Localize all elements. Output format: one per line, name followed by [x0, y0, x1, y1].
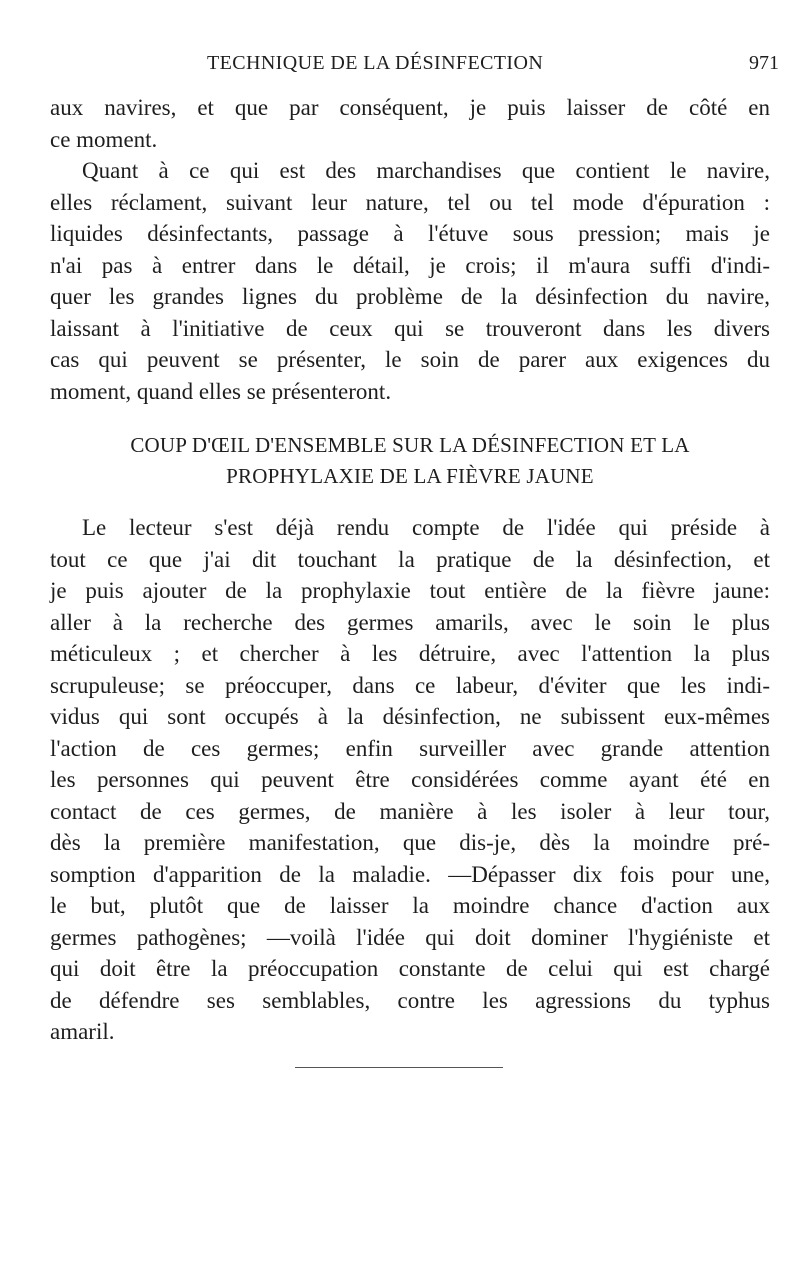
paragraph-continuation	[50, 92, 770, 155]
text-line: scrupuleuse; se préoccuper, dans ce labeur, d'éviter que les indi-	[50, 672, 770, 698]
text-line: cas qui peuvent se présenter, le soin de parer aux exigences du	[50, 347, 770, 372]
running-title: TECHNIQUE DE LA DÉSINFECTION	[207, 52, 544, 74]
paragraph-merchandise	[50, 155, 770, 407]
heading-line: COUP D'ŒIL D'ENSEMBLE SUR LA DÉSINFECTION ET LA	[130, 433, 690, 457]
section-end-rule	[295, 1067, 503, 1068]
text-line: méticuleux ; et chercher à les détruire, avec l'attention la plus	[50, 641, 770, 666]
text-line: le but, plutôt que de laisser la moindre chance d'action aux	[50, 893, 770, 918]
text-line: moment, quand elles se présenteront.	[50, 378, 392, 404]
text-line: aux navires, et que par conséquent, je puis laisser de côté en	[50, 95, 770, 120]
text-line: ce moment.	[50, 126, 158, 152]
text-line: dès la première manifestation, que dis-je, dès la moindre pré-	[50, 830, 770, 855]
text-line: aller à la recherche des germes amarils, avec le soin le plus	[50, 609, 770, 635]
text-line: amaril.	[50, 1019, 115, 1044]
running-head	[0, 48, 801, 78]
text-line: liquides désinfectants, passage à l'étuve sous pression; mais je	[50, 221, 770, 246]
text-line: germes pathogènes; —voilà l'idée qui doit dominer l'hygiéniste et	[50, 924, 770, 950]
text-line: vidus qui sont occupés à la désinfection, ne subissent eux-mêmes	[50, 704, 770, 729]
text-line: les personnes qui peuvent être considérées comme ayant été en	[50, 767, 770, 792]
text-line: de défendre ses semblables, contre les agressions du typhus	[50, 987, 770, 1013]
text-line: quer les grandes lignes du problème de la désinfection du navire,	[50, 284, 770, 309]
text-line: tout ce que j'ai dit touchant la pratique de la désinfection, et	[50, 546, 770, 572]
paragraph-overview	[50, 512, 770, 1048]
text-line: n'ai pas à entrer dans le détail, je crois; il m'aura suffi d'indi-	[50, 252, 770, 278]
text-line: je puis ajouter de la prophylaxie tout entière de la fièvre jaune:	[50, 578, 770, 603]
text-line: l'action de ces germes; enfin surveiller avec grande attention	[50, 735, 770, 761]
text-line: qui doit être la préoccupation constante de celui qui est chargé	[50, 956, 770, 981]
text-line: somption d'apparition de la maladie. —Dépasser dix fois pour une,	[50, 861, 770, 887]
section-heading	[50, 430, 770, 492]
text-line: Le lecteur s'est déjà rendu compte de l'idée qui préside à	[82, 515, 770, 540]
text-line: elles réclament, suivant leur nature, tel ou tel mode d'épuration :	[50, 189, 770, 215]
heading-line: PROPHYLAXIE DE LA FIÈVRE JAUNE	[226, 464, 594, 488]
text-line: laissant à l'initiative de ceux qui se trouveront dans les divers	[50, 315, 770, 341]
text-line: contact de ces germes, de manière à les isoler à leur tour,	[50, 798, 770, 824]
text-line: Quant à ce qui est des marchandises que contient le navire,	[82, 158, 770, 183]
page-number: 971	[749, 52, 779, 74]
